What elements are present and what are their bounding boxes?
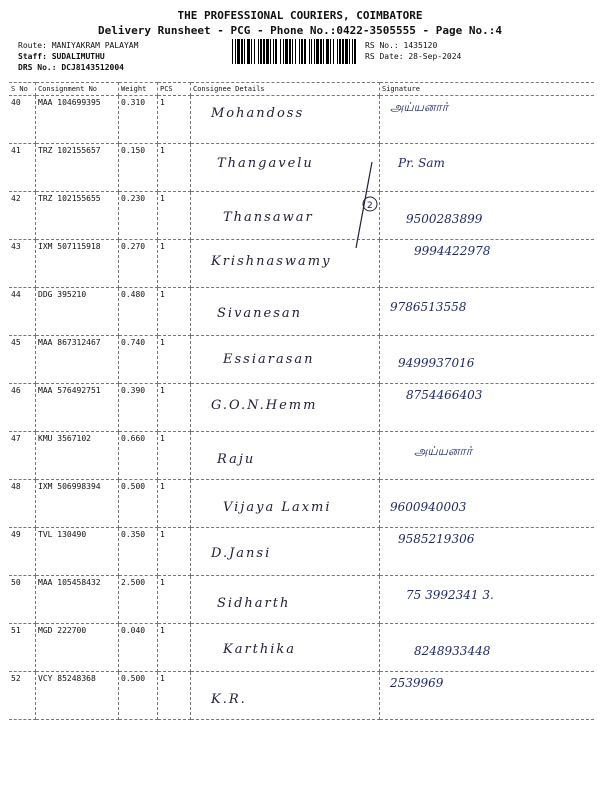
cell-sno: 52 [9, 672, 36, 720]
cell-pcs: 1 [158, 576, 191, 624]
company-title: THE PROFESSIONAL COURIERS, COIMBATORE [177, 9, 423, 22]
signature-handwriting: 8754466403 [406, 388, 483, 402]
col-header-sno: S No [9, 83, 36, 96]
col-header-pcs: PCS [158, 83, 191, 96]
cell-pcs: 1 [158, 624, 191, 672]
signature-handwriting: 9786513558 [390, 300, 467, 314]
table-row [9, 672, 594, 720]
cell-signature [380, 192, 595, 240]
cell-signature [380, 576, 595, 624]
route-label: Route: [18, 41, 47, 50]
cell-weight: 0.500 [119, 672, 158, 720]
signature-handwriting: 9585219306 [398, 532, 475, 546]
cell-consignment: IXM 507115918 [36, 240, 119, 288]
cell-pcs: 1 [158, 480, 191, 528]
cell-signature [380, 480, 595, 528]
table-row [9, 144, 594, 192]
cell-signature [380, 240, 595, 288]
runsheet-table [9, 82, 594, 720]
table-header-row [9, 83, 594, 96]
cell-sno: 49 [9, 528, 36, 576]
cell-consignment: MAA 576492751 [36, 384, 119, 432]
cell-consignee [191, 96, 380, 144]
cell-weight: 0.660 [119, 432, 158, 480]
drs-label: DRS No.: [18, 63, 57, 72]
col-header-consignment: Consignment No [36, 83, 119, 96]
cell-weight: 0.350 [119, 528, 158, 576]
cell-consignment: TRZ 102155655 [36, 192, 119, 240]
cell-consignment: DDG 395210 [36, 288, 119, 336]
cell-pcs: 1 [158, 336, 191, 384]
staff-label: Staff: [18, 52, 47, 61]
table-row [9, 480, 594, 528]
barcode-image [232, 39, 358, 64]
rs-no-label: RS No.: [365, 41, 399, 50]
cell-sno: 42 [9, 192, 36, 240]
cell-weight: 0.040 [119, 624, 158, 672]
cell-signature [380, 144, 595, 192]
cell-sno: 50 [9, 576, 36, 624]
cell-consignee [191, 624, 380, 672]
cell-consignment: TRZ 102155657 [36, 144, 119, 192]
cell-consignee [191, 480, 380, 528]
cell-signature [380, 432, 595, 480]
consignee-name: Thangavelu [217, 156, 314, 171]
consignee-name: Sivanesan [217, 306, 303, 321]
cell-pcs: 1 [158, 96, 191, 144]
consignee-name: Essiarasan [223, 352, 315, 367]
signature-handwriting: 9499937016 [398, 356, 475, 370]
signature-handwriting: 9600940003 [390, 500, 467, 514]
signature-handwriting: 8248933448 [414, 644, 491, 658]
cell-pcs: 1 [158, 384, 191, 432]
rs-no-value: 1435120 [403, 41, 438, 50]
cell-weight: 0.390 [119, 384, 158, 432]
cell-consignment: MAA 105458432 [36, 576, 119, 624]
consignee-name: Mohandoss [211, 106, 305, 121]
cell-signature [380, 96, 595, 144]
cell-weight: 0.230 [119, 192, 158, 240]
drs-value: DCJ8143512004 [61, 63, 124, 72]
signature-handwriting: 75 3992341 3. [406, 588, 494, 602]
table-row [9, 288, 594, 336]
svg-text:2: 2 [367, 201, 373, 211]
rs-date-line [365, 52, 461, 61]
bracket-mark [350, 160, 380, 250]
cell-pcs: 1 [158, 672, 191, 720]
cell-sno: 41 [9, 144, 36, 192]
consignee-name: K.R. [211, 692, 247, 707]
cell-signature [380, 288, 595, 336]
consignee-name: D.Jansi [211, 546, 272, 561]
cell-consignee [191, 384, 380, 432]
cell-consignee [191, 528, 380, 576]
cell-sno: 43 [9, 240, 36, 288]
cell-signature [380, 624, 595, 672]
table-row [9, 624, 594, 672]
cell-consignee [191, 336, 380, 384]
cell-signature [380, 528, 595, 576]
table-row [9, 576, 594, 624]
cell-sno: 44 [9, 288, 36, 336]
cell-consignment: KMU 3567102 [36, 432, 119, 480]
cell-weight: 0.500 [119, 480, 158, 528]
cell-weight: 0.480 [119, 288, 158, 336]
cell-consignee [191, 576, 380, 624]
cell-signature [380, 384, 595, 432]
runsheet-subtitle: Delivery Runsheet - PCG - Phone No.:0422-3505555 - Page No.:4 [98, 24, 502, 37]
cell-sno: 48 [9, 480, 36, 528]
consignee-name: Thansawar [223, 210, 314, 225]
consignee-name: G.O.N.Hemm [211, 398, 318, 413]
table-row [9, 384, 594, 432]
table-row [9, 240, 594, 288]
route-line [18, 41, 138, 50]
cell-consignee [191, 672, 380, 720]
cell-consignee [191, 288, 380, 336]
cell-signature [380, 672, 595, 720]
signature-handwriting: 2539969 [390, 676, 444, 690]
staff-value: SUDALIMUTHU [51, 52, 105, 61]
col-header-weight: Weight [119, 83, 158, 96]
cell-weight: 0.740 [119, 336, 158, 384]
signature-handwriting: Pr. Sam [398, 156, 445, 170]
consignee-name: Krishnaswamy [211, 254, 332, 269]
cell-sno: 45 [9, 336, 36, 384]
cell-weight: 0.270 [119, 240, 158, 288]
rs-no-line [365, 41, 437, 50]
table-row [9, 528, 594, 576]
table-row [9, 192, 594, 240]
staff-line [18, 52, 105, 61]
signature-handwriting: அய்யனார் [414, 444, 473, 458]
table-row [9, 432, 594, 480]
cell-consignment: MAA 104699395 [36, 96, 119, 144]
cell-consignee [191, 432, 380, 480]
cell-consignment: MAA 867312467 [36, 336, 119, 384]
cell-sno: 46 [9, 384, 36, 432]
cell-pcs: 1 [158, 144, 191, 192]
rs-date-value: 28-Sep-2024 [408, 52, 462, 61]
cell-pcs: 1 [158, 528, 191, 576]
table-row [9, 336, 594, 384]
cell-weight: 2.500 [119, 576, 158, 624]
cell-sno: 47 [9, 432, 36, 480]
cell-sno: 51 [9, 624, 36, 672]
signature-handwriting: அய்யனார் [390, 100, 449, 114]
signature-handwriting: 9994422978 [414, 244, 491, 258]
cell-pcs: 1 [158, 240, 191, 288]
cell-consignment: TVL 130490 [36, 528, 119, 576]
cell-consignment: IXM 506998394 [36, 480, 119, 528]
cell-pcs: 1 [158, 432, 191, 480]
col-header-consignee: Consignee Details [191, 83, 380, 96]
col-header-signature: Signature [380, 83, 595, 96]
drs-line [18, 63, 124, 72]
cell-weight: 0.310 [119, 96, 158, 144]
consignee-name: Vijaya Laxmi [223, 500, 332, 515]
table-row [9, 96, 594, 144]
consignee-name: Sidharth [217, 596, 291, 611]
cell-weight: 0.150 [119, 144, 158, 192]
cell-consignment: VCY 85248368 [36, 672, 119, 720]
cell-pcs: 1 [158, 288, 191, 336]
cell-signature [380, 336, 595, 384]
consignee-name: Raju [217, 452, 256, 467]
cell-consignment: MGD 222700 [36, 624, 119, 672]
rs-date-label: RS Date: [365, 52, 404, 61]
route-value: MANIYAKRAM PALAYAM [51, 41, 139, 50]
consignee-name: Karthika [223, 642, 297, 657]
cell-pcs: 1 [158, 192, 191, 240]
signature-handwriting: 9500283899 [406, 212, 483, 226]
cell-sno: 40 [9, 96, 36, 144]
